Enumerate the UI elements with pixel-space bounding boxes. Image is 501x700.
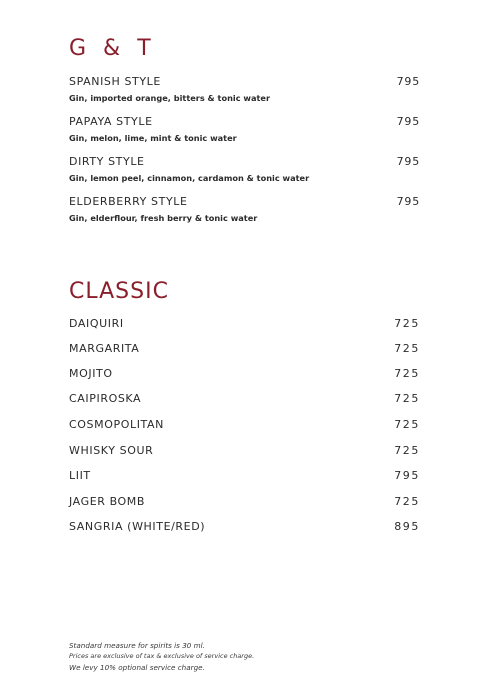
item-price: 725 bbox=[394, 342, 420, 355]
item-name: JAGER BOMB bbox=[69, 495, 146, 508]
menu-item bbox=[69, 443, 420, 458]
item-name: ELDERBERRY STYLE bbox=[69, 195, 188, 208]
item-price: 725 bbox=[394, 367, 420, 380]
item-name: SPANISH STYLE bbox=[69, 75, 161, 88]
menu-item bbox=[69, 154, 420, 183]
menu-item bbox=[69, 468, 420, 483]
footer-note-service: We levy 10% optional service charge. bbox=[69, 663, 205, 672]
item-description: Gin, imported orange, bitters & tonic water bbox=[69, 93, 271, 103]
item-description: Gin, elderflour, fresh berry & tonic water bbox=[69, 213, 258, 223]
footer-note-tax: Prices are exclusive of tax & exclusive of service charge. bbox=[69, 652, 255, 660]
menu-item bbox=[69, 366, 420, 381]
section-title-gt: G & T bbox=[69, 36, 156, 61]
section-title-classic: CLASSIC bbox=[69, 279, 169, 304]
item-name: PAPAYA STYLE bbox=[69, 115, 153, 128]
menu-item bbox=[69, 417, 420, 432]
menu-item bbox=[69, 519, 420, 534]
menu-item bbox=[69, 194, 420, 223]
item-price: 725 bbox=[394, 444, 420, 457]
item-price: 795 bbox=[394, 469, 420, 482]
menu-item bbox=[69, 114, 420, 143]
item-price: 795 bbox=[396, 75, 420, 88]
item-description: Gin, lemon peel, cinnamon, cardamon & tonic water bbox=[69, 173, 310, 183]
item-name: DAIQUIRI bbox=[69, 317, 124, 330]
footer-note-spirits: Standard measure for spirits is 30 ml. bbox=[69, 641, 205, 650]
item-name: MOJITO bbox=[69, 367, 113, 380]
item-name: SANGRIA (WHITE/RED) bbox=[69, 520, 206, 533]
item-price: 795 bbox=[396, 195, 420, 208]
item-price: 895 bbox=[394, 520, 420, 533]
menu-item bbox=[69, 316, 420, 331]
footer-notes bbox=[69, 640, 254, 673]
item-price: 795 bbox=[396, 115, 420, 128]
item-price: 725 bbox=[394, 495, 420, 508]
menu-item bbox=[69, 341, 420, 356]
item-name: CAIPIROSKA bbox=[69, 392, 142, 405]
item-price: 725 bbox=[394, 317, 420, 330]
item-description: Gin, melon, lime, mint & tonic water bbox=[69, 133, 237, 143]
item-name: COSMOPOLITAN bbox=[69, 418, 164, 431]
item-name: DIRTY STYLE bbox=[69, 155, 145, 168]
item-price: 725 bbox=[394, 392, 420, 405]
menu-item bbox=[69, 74, 420, 103]
item-name: MARGARITA bbox=[69, 342, 140, 355]
item-price: 795 bbox=[396, 155, 420, 168]
item-name: LIIT bbox=[69, 469, 91, 482]
item-name: WHISKY SOUR bbox=[69, 444, 154, 457]
menu-item bbox=[69, 391, 420, 406]
menu-item bbox=[69, 494, 420, 509]
item-price: 725 bbox=[394, 418, 420, 431]
